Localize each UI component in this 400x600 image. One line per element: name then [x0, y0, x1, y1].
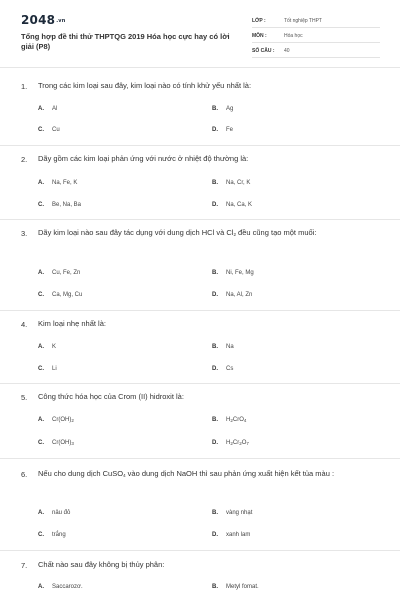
option-c[interactable]: C. Cu: [38, 127, 60, 133]
meta-subject-label: MÔN :: [252, 33, 267, 39]
option-c[interactable]: C. $Cr(OH)_3$: [38, 440, 74, 446]
option-c[interactable]: C. Li: [38, 366, 57, 372]
option-b[interactable]: B. $H_2CrO_4$: [212, 417, 247, 423]
meta-count-row: [252, 44, 380, 58]
option-d[interactable]: D. xanh lam: [212, 532, 251, 538]
logo-text: 2048: [21, 13, 56, 27]
option-b[interactable]: B. Ni, Fe, Mg: [212, 270, 254, 276]
meta-class-value: Tốt nghiệp THPT: [284, 18, 322, 24]
meta-subject-row: [252, 29, 380, 43]
meta-class-label: LỚP :: [252, 18, 266, 24]
divider: [0, 383, 400, 384]
option-b[interactable]: B. Ag: [212, 106, 234, 112]
option-a[interactable]: A. Saccarozơ.: [38, 584, 83, 590]
option-a[interactable]: A. nâu đỏ: [38, 510, 71, 516]
question-number: 1.: [21, 82, 28, 91]
question-text: Trong các kim loại sau đây, kim loại nào có tính khử yếu nhất là:: [38, 81, 252, 90]
option-d[interactable]: D. $H_2Cr_2O_7$: [212, 440, 249, 446]
logo-suffix: .vn: [56, 17, 66, 24]
question-text: Chất nào sau đây không bị thủy phân:: [38, 560, 165, 569]
divider: [0, 145, 400, 146]
question-number: 3.: [21, 229, 28, 238]
option-d[interactable]: D. Fe: [212, 127, 234, 133]
question-text: Kim loại nhẹ nhất là:: [38, 319, 106, 328]
divider: [0, 550, 400, 551]
question-text: Dãy gồm các kim loại phản ứng với nước ở nhiệt độ thường là:: [38, 154, 249, 163]
option-a[interactable]: A. Al: [38, 106, 58, 112]
site-logo[interactable]: [21, 13, 66, 27]
question-text: Dãy kim loại nào sau đây tác dụng với dung dịch HCl và $Cl_2$ đều cũng tạo một muối:: [38, 228, 317, 237]
question-number: 7.: [21, 561, 28, 570]
meta-count-value: 40: [284, 48, 290, 54]
option-a[interactable]: A. K: [38, 344, 57, 350]
question-text: Công thức hóa học của Crom (II) hidroxit là:: [38, 392, 184, 401]
meta-count-label: SỐ CÂU :: [252, 48, 275, 54]
divider: [0, 310, 400, 311]
question-number: 4.: [21, 320, 28, 329]
meta-subject-value: Hóa học: [284, 33, 303, 39]
option-c[interactable]: C. trắng: [38, 532, 66, 538]
option-b[interactable]: B. vàng nhạt: [212, 510, 253, 516]
option-b[interactable]: B. Na, Cr, K: [212, 180, 251, 186]
meta-class-row: [252, 14, 380, 28]
divider: [0, 458, 400, 459]
option-d[interactable]: D. Na, Al, Zn: [212, 292, 253, 298]
question-number: 6.: [21, 470, 28, 479]
divider: [0, 219, 400, 220]
question-text: Nếu cho dung dịch CuSO$_4$ vào dung dịch NaOH thì sau phản ứng xuất hiện kết tủa màu :: [38, 469, 335, 478]
question-number: 5.: [21, 393, 28, 402]
question-number: 2.: [21, 155, 28, 164]
option-b[interactable]: B. Na: [212, 344, 234, 350]
divider: [0, 67, 400, 68]
option-a[interactable]: A. Na, Fe, K: [38, 180, 78, 186]
option-a[interactable]: A. $Cr(OH)_2$: [38, 417, 74, 423]
document-title: Tổng hợp đề thi thử THPTQG 2019 Hóa học cực hay có lời giải (P8): [21, 32, 230, 51]
option-b[interactable]: B. Metyl fomat.: [212, 584, 259, 590]
worksheet-header: [0, 0, 400, 66]
option-c[interactable]: C. Be, Na, Ba: [38, 202, 82, 208]
option-c[interactable]: C. Ca, Mg, Cu: [38, 292, 83, 298]
option-d[interactable]: D. Na, Ca, K: [212, 202, 253, 208]
option-a[interactable]: A. Cu, Fe, Zn: [38, 270, 81, 276]
option-d[interactable]: D. Cs: [212, 366, 234, 372]
